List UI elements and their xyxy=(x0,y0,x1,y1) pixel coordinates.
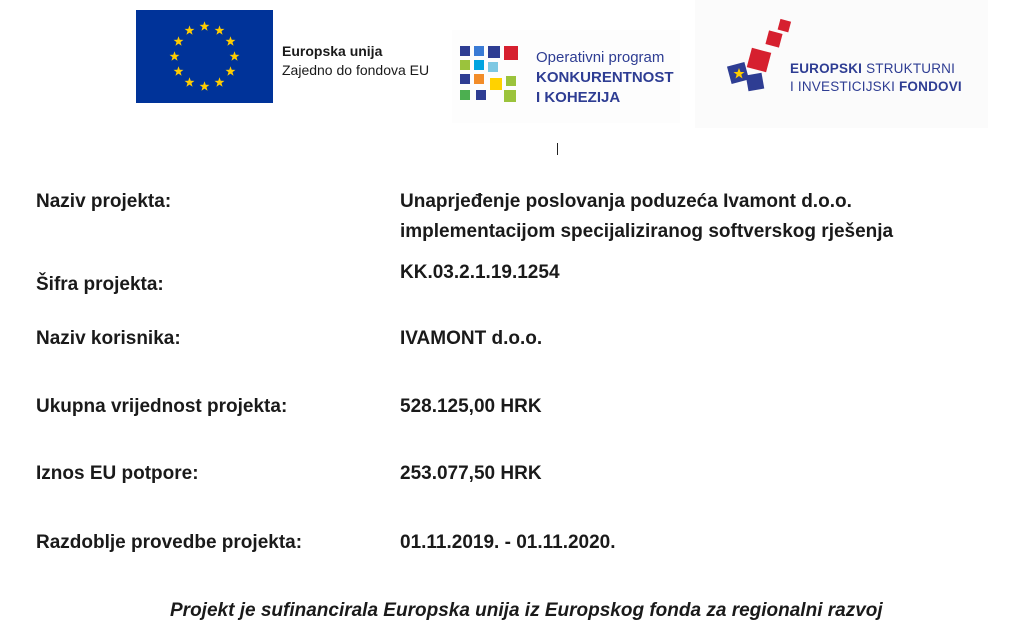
eu-star-icon xyxy=(200,81,210,90)
esif-logo-line1: EUROPSKI STRUKTURNI xyxy=(790,61,956,76)
label-beneficiary: Naziv korisnika: xyxy=(36,328,181,349)
eu-star-icon xyxy=(226,36,236,45)
value-project-name-line2: implementacijom specijaliziranog softverskog rješenja xyxy=(400,221,894,242)
eu-logo-title: Europska unija xyxy=(282,43,383,59)
value-project-period: 01.11.2019. - 01.11.2020. xyxy=(400,532,616,553)
eu-star-icon xyxy=(230,51,240,60)
label-project-period: Razdoblje provedbe projekta: xyxy=(36,532,303,553)
text-cursor xyxy=(557,143,558,155)
eu-logo-text xyxy=(282,42,429,80)
value-beneficiary: IVAMONT d.o.o. xyxy=(400,328,543,349)
value-total-value: 528.125,00 HRK xyxy=(400,396,542,417)
op-logo-line2: KONKURENTNOST xyxy=(536,69,674,86)
op-logo xyxy=(452,30,680,123)
label-project-code: Šifra projekta: xyxy=(36,274,164,295)
eu-star-icon xyxy=(185,25,195,34)
esif-logo-text xyxy=(790,60,962,96)
label-eu-support: Iznos EU potpore: xyxy=(36,463,199,484)
op-logo-line3: I KOHEZIJA xyxy=(536,89,621,106)
mosaic-icon xyxy=(460,46,520,106)
eu-star-icon xyxy=(215,77,225,86)
op-logo-text xyxy=(536,48,674,108)
value-project-name xyxy=(400,187,990,247)
value-eu-support: 253.077,50 HRK xyxy=(400,463,542,484)
value-project-name-line1: Unaprjeđenje poslovanja poduzeća Ivamont d.o.o. xyxy=(400,191,852,212)
eu-star-icon xyxy=(200,21,210,30)
esif-logo-line2: I INVESTICIJSKI FONDOVI xyxy=(790,79,962,94)
esif-logo xyxy=(695,0,988,128)
eu-star-icon xyxy=(174,66,184,75)
eu-star-icon xyxy=(170,51,180,60)
eu-star-icon xyxy=(185,77,195,86)
label-total-value: Ukupna vrijednost projekta: xyxy=(36,396,288,417)
value-project-code: KK.03.2.1.19.1254 xyxy=(400,262,560,283)
eu-logo-subtitle: Zajedno do fondova EU xyxy=(282,62,430,78)
eu-star-icon xyxy=(174,36,184,45)
eu-star-icon xyxy=(215,25,225,34)
eu-flag-logo xyxy=(136,10,273,103)
cofinancing-statement: Projekt je sufinancirala Europska unija iz Europskog fonda za regionalni razvoj xyxy=(170,600,883,621)
label-project-name: Naziv projekta: xyxy=(36,191,172,212)
logo-header xyxy=(0,0,1014,135)
eu-star-icon xyxy=(226,66,236,75)
op-logo-line1: Operativni program xyxy=(536,49,665,66)
